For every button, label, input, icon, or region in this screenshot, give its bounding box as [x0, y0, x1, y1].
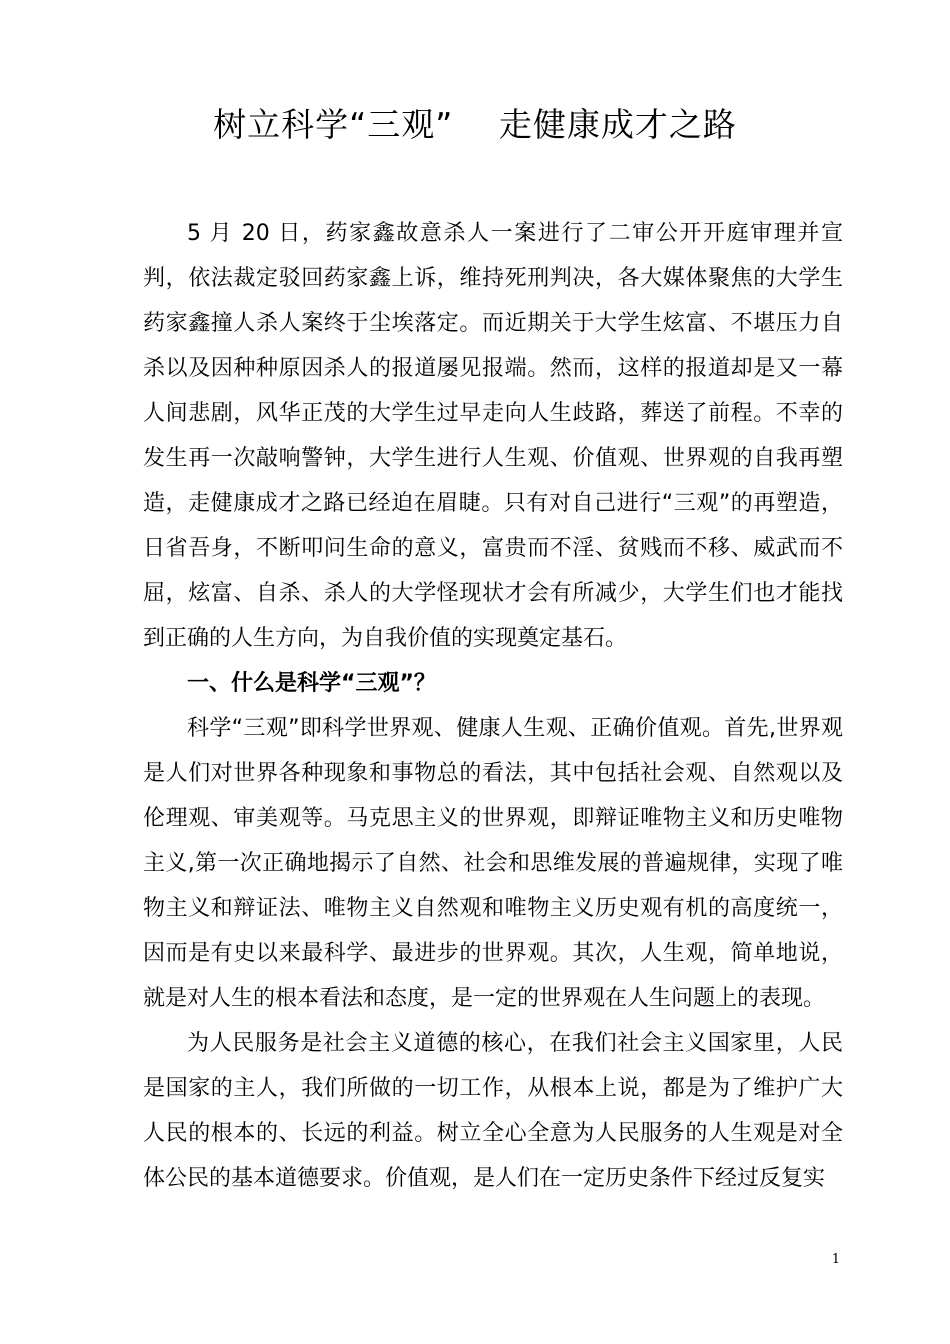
document-title: 树立科学“三观” 走健康成才之路 [213, 105, 737, 144]
paragraph-serve-people: 为人民服务是社会主义道德的核心，在我们社会主义国家里，人民是国家的主人，我们所做的一切工作，从根本上说，都是为了维护广大人民的根本的、长远的利益。树立全心全意为人民服务的人生观是对全体公民的基本道德要求。价值观，是人们在一定历史条件下经过反复实 [143, 1031, 843, 1191]
paragraph-intro: 5 月 20 日，药家鑫故意杀人一案进行了二审公开开庭审理并宣判，依法裁定驳回药家鑫上诉，维持死刑判决，各大媒体聚焦的大学生药家鑫撞人杀人案终于尘埃落定。而近期关于大学生炫富、不堪压力自杀以及因种种原因杀人的报道屡见报端。然而，这样的报道却是又一幕人间悲剧，风华正茂的大学生过早走向人生歧路，葬送了前程。不幸的发生再一次敲响警钟，大学生进行人生观、价值观、世界观的自我再塑造，走健康成才之路已经迫在眉睫。只有对自己进行“三观”的再塑造，日省吾身，不断叩问生命的意义，富贵而不淫、贫贱而不移、威武而不屈，炫富、自杀、杀人的大学怪现状才会有所减少，大学生们也才能找到正确的人生方向，为自我价值的实现奠定基石。 [143, 221, 843, 651]
section-heading: 一、什么是科学“三观”？ [187, 671, 436, 696]
document-body [143, 211, 843, 1201]
paragraph-three-views: 科学“三观”即科学世界观、健康人生观、正确价值观。首先,世界观是人们对世界各种现象和事物总的看法，其中包括社会观、自然观以及伦理观、审美观等。马克思主义的世界观，即辩证唯物主义和历史唯物主义,第一次正确地揭示了自然、社会和思维发展的普遍规律，实现了唯物主义和辩证法、唯物主义自然观和唯物主义历史观有机的高度统一，因而是有史以来最科学、最进步的世界观。其次，人生观，简单地说，就是对人生的根本看法和态度，是一定的世界观在人生问题上的表现。 [143, 716, 843, 1011]
page-number: 1 [831, 1252, 840, 1267]
